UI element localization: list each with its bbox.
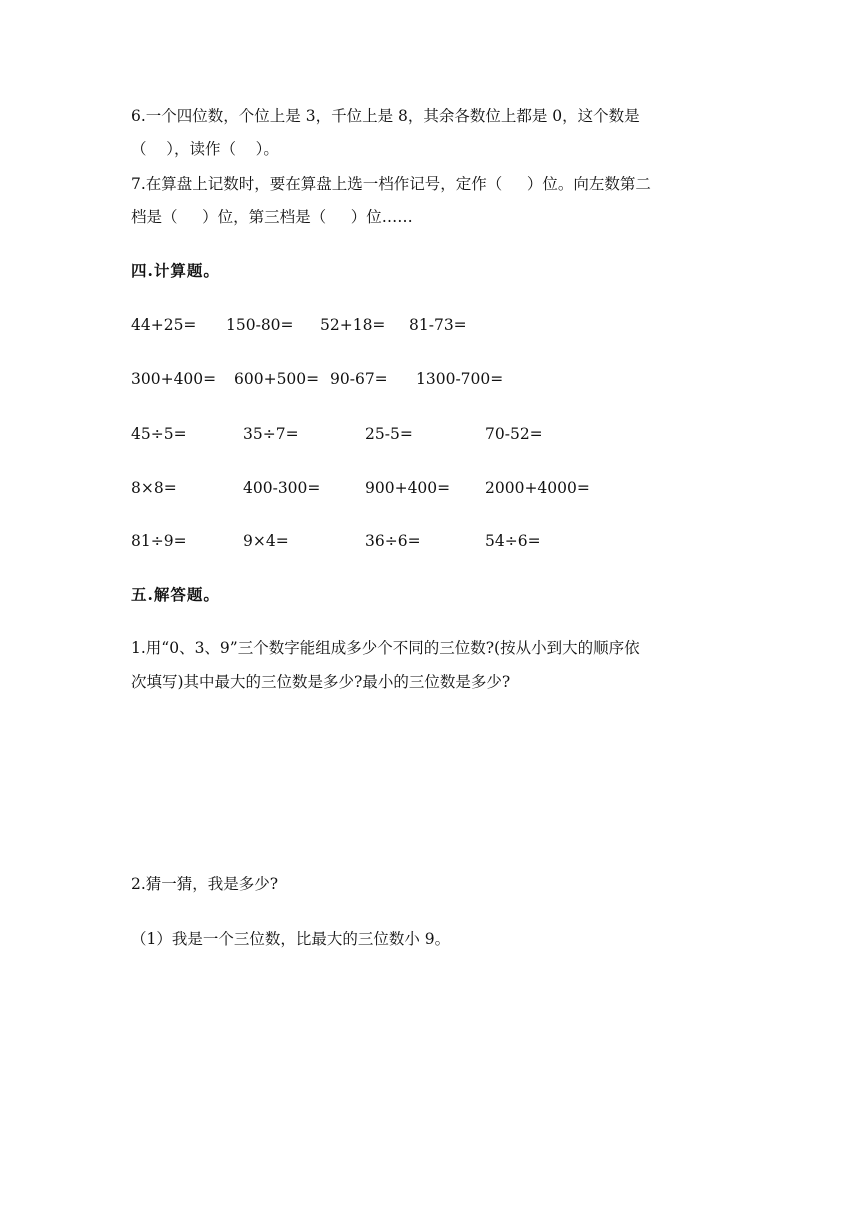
- calc-item: 400-300=: [243, 479, 321, 497]
- calc-item: 600+500=: [234, 370, 320, 388]
- calc-row: [0, 478, 860, 498]
- question-6-line-1: 6.一个四位数，个位上是 3，千位上是 8，其余各数位上都是 0，这个数是: [131, 107, 640, 125]
- calc-item: 44+25=: [131, 316, 197, 334]
- calc-item: 25-5=: [365, 425, 413, 443]
- section-4-heading: 四.计算题。: [131, 261, 220, 280]
- calc-row: [0, 369, 860, 389]
- calc-item: 9×4=: [243, 532, 289, 550]
- calc-row: [0, 424, 860, 444]
- calc-item: 81-73=: [409, 316, 467, 334]
- calc-item: 36÷6=: [365, 532, 421, 550]
- calc-item: 45÷5=: [131, 425, 187, 443]
- question-1-line-2: 次填写)其中最大的三位数是多少?最小的三位数是多少?: [131, 673, 511, 691]
- calc-item: 70-52=: [485, 425, 543, 443]
- calc-item: 54÷6=: [485, 532, 541, 550]
- calc-item: 81÷9=: [131, 532, 187, 550]
- calc-row: [0, 315, 860, 335]
- calc-item: 52+18=: [320, 316, 386, 334]
- calc-item: 2000+4000=: [485, 479, 590, 497]
- calc-item: 900+400=: [365, 479, 451, 497]
- question-6-line-2: （ ），读作（ ）。: [131, 140, 279, 158]
- question-7-line-2: 档是（ ）位，第三档是（ ）位……: [131, 208, 413, 226]
- calc-row: [0, 531, 860, 551]
- calc-item: 1300-700=: [416, 370, 504, 388]
- question-2-part-1: （1）我是一个三位数，比最大的三位数小 9。: [131, 930, 451, 948]
- question-2-title: 2.猜一猜，我是多少?: [131, 875, 279, 893]
- calc-item: 90-67=: [330, 370, 388, 388]
- calc-item: 8×8=: [131, 479, 177, 497]
- calc-item: 150-80=: [226, 316, 294, 334]
- calc-item: 35÷7=: [243, 425, 299, 443]
- calc-item: 300+400=: [131, 370, 217, 388]
- section-5-heading: 五.解答题。: [131, 585, 220, 604]
- question-1-line-1: 1.用“0、3、9”三个数字能组成多少个不同的三位数?(按从小到大的顺序依: [131, 639, 640, 657]
- question-7-line-1: 7.在算盘上记数时，要在算盘上选一档作记号，定作（ ）位。向左数第二: [131, 175, 651, 193]
